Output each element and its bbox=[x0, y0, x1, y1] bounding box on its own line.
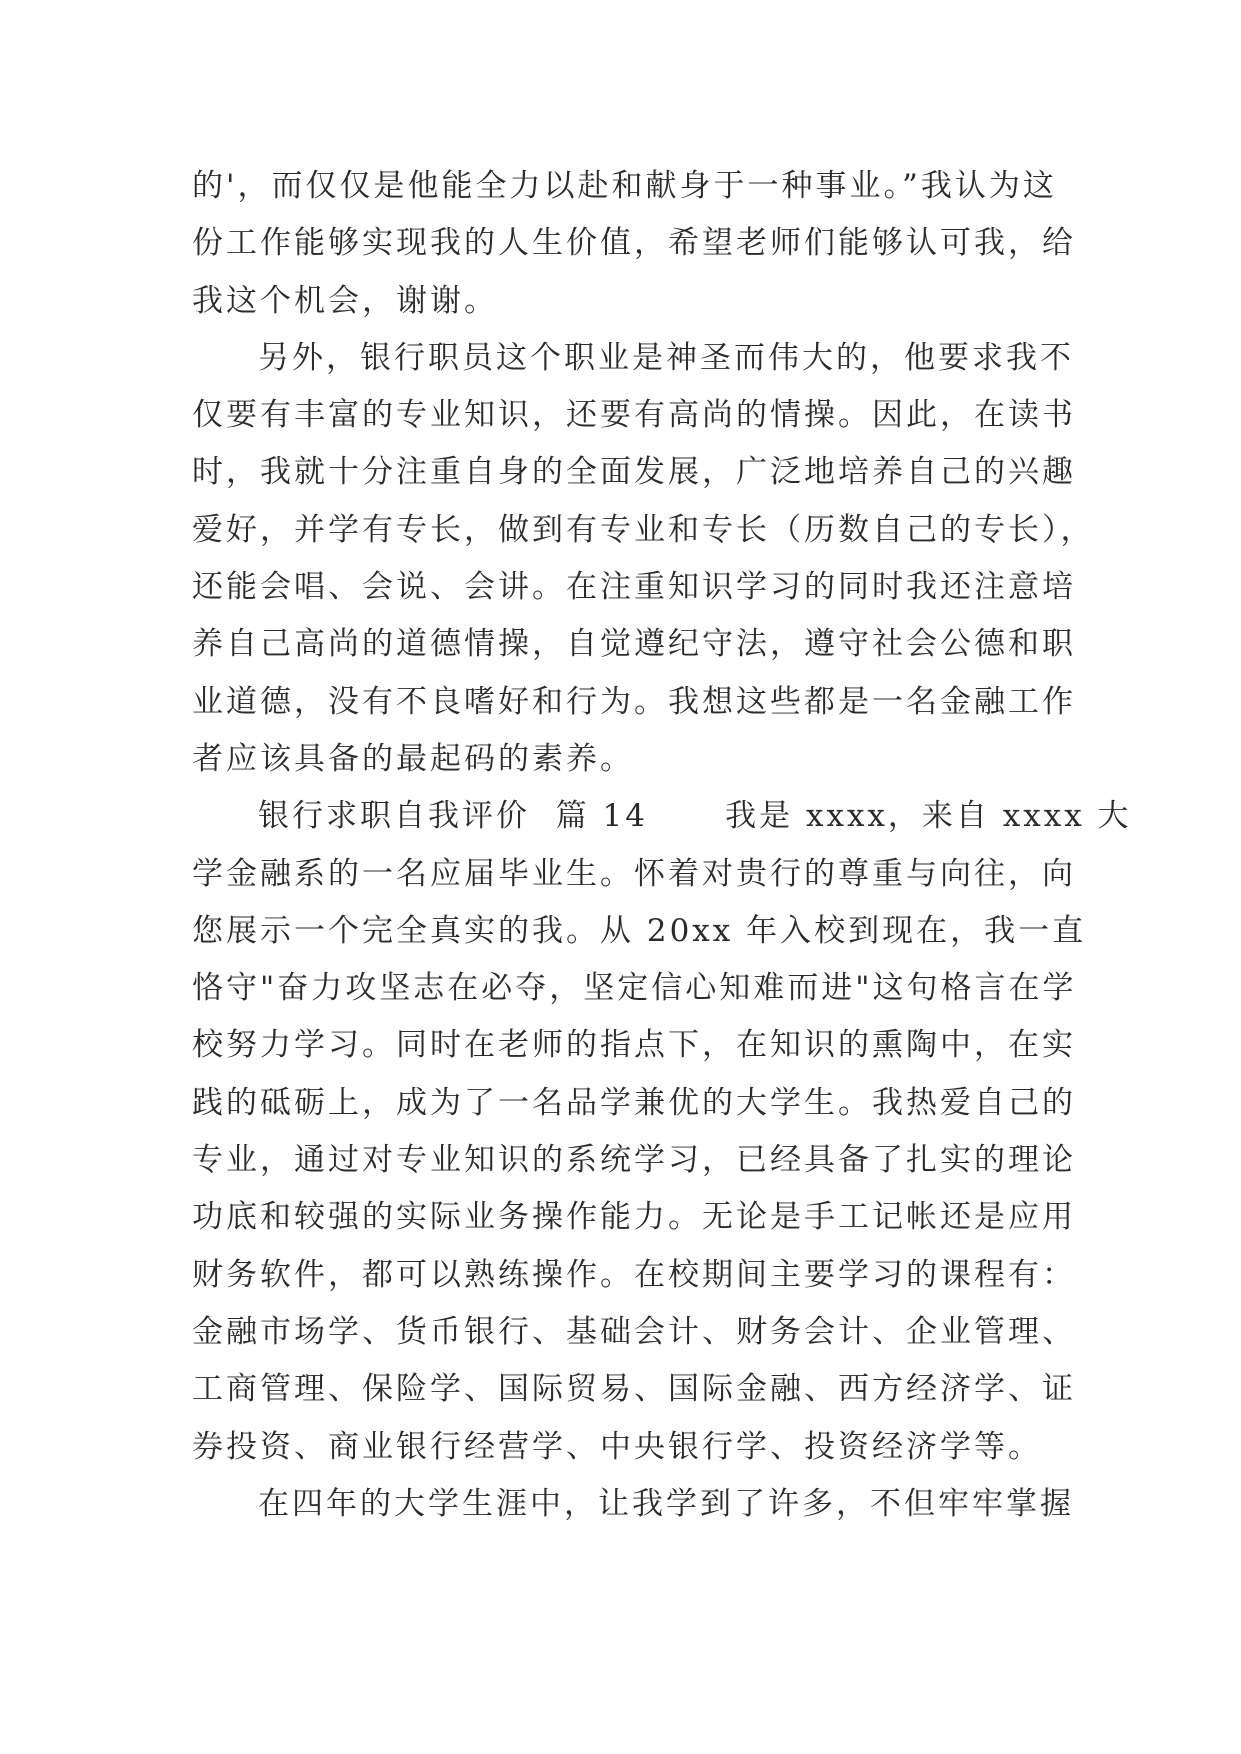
text-line: 专业，通过对专业知识的系统学习，已经具备了扎实的理论 bbox=[192, 1142, 1076, 1179]
text-line: 的'，而仅仅是他能全力以赴和献身于一种事业。”我认为这 bbox=[192, 168, 1057, 204]
text-line: 者应该具备的最起码的素养。 bbox=[192, 740, 634, 777]
text-line: 金融市场学、货币银行、基础会计、财务会计、企业管理、 bbox=[192, 1313, 1076, 1350]
text-line: 校努力学习。同时在老师的指点下，在知识的熏陶中，在实 bbox=[192, 1027, 1076, 1064]
text-line: 我这个机会，谢谢。 bbox=[192, 282, 498, 319]
text-line: 还能会唱、会说、会讲。在注重知识学习的同时我还注意培 bbox=[192, 569, 1076, 606]
text-line: 时，我就十分注重自身的全面发展，广泛地培养自己的兴趣 bbox=[192, 454, 1076, 491]
paragraph-start-line: 在四年的大学生涯中，让我学到了许多，不但牢牢掌握 bbox=[258, 1485, 1074, 1522]
text-line: 份工作能够实现我的人生价值，希望老师们能够认可我，给 bbox=[192, 225, 1076, 262]
text-line: 功底和较强的实际业务操作能力。无论是手工记帐还是应用 bbox=[192, 1199, 1076, 1236]
document-body bbox=[192, 158, 1132, 1533]
text-line: 财务软件，都可以熟练操作。在校期间主要学习的课程有： bbox=[192, 1256, 1076, 1293]
text-line: 学金融系的一名应届毕业生。怀着对贵行的尊重与向往，向 bbox=[192, 855, 1076, 892]
text-line: 爱好，并学有专长，做到有专业和专长（历数自己的专长）， bbox=[192, 511, 1095, 548]
text-line: 践的砥砺上，成为了一名品学兼优的大学生。我热爱自己的 bbox=[192, 1084, 1076, 1121]
text-line: 工商管理、保险学、国际贸易、国际金融、西方经济学、证 bbox=[192, 1371, 1076, 1408]
text-line: 您展示一个完全真实的我。从 20xx 年入校到现在，我一直 bbox=[192, 912, 1087, 949]
text-line: 业道德，没有不良嗜好和行为。我想这些都是一名金融工作 bbox=[192, 683, 1076, 720]
text-line: 仅要有丰富的专业知识，还要有高尚的情操。因此，在读书 bbox=[192, 397, 1076, 434]
paragraph-start-line: 另外，银行职员这个职业是神圣而伟大的，他要求我不 bbox=[258, 339, 1074, 376]
text-line: 券投资、商业银行经营学、中央银行学、投资经济学等。 bbox=[192, 1428, 1042, 1465]
text-line: 恪守"奋力攻坚志在必夺，坚定信心知难而进"这句格言在学 bbox=[192, 970, 1077, 1007]
section-heading-line: 银行求职自我评价 篇 14 我是 xxxx，来自 xxxx 大 bbox=[258, 798, 1132, 835]
text-line: 养自己高尚的道德情操，自觉遵纪守法，遵守社会公德和职 bbox=[192, 626, 1076, 663]
